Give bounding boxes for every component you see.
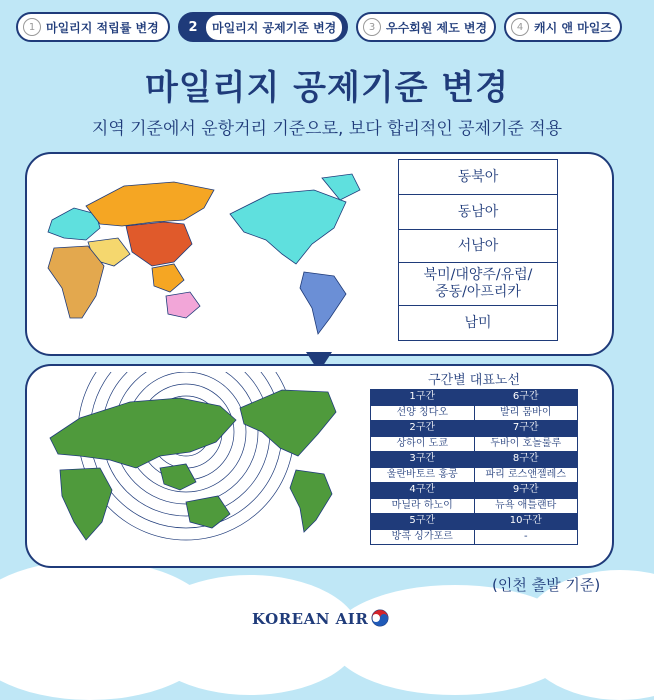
zone-label: 3구간	[371, 452, 475, 468]
tab-cash-and-miles[interactable]	[504, 12, 622, 42]
zone-label: 2구간	[371, 421, 475, 437]
route-zone-table	[370, 389, 578, 545]
tab-label: 마일리지 공제기준 변경	[206, 15, 342, 40]
green-continents	[50, 390, 336, 540]
zone-route: 방콕 싱가포르	[371, 529, 475, 545]
tab-earning-rate-change[interactable]	[16, 12, 170, 42]
zone-route: 파리 로스앤젤레스	[474, 467, 578, 483]
zone-route: 마닐라 하노이	[371, 498, 475, 514]
tab-deduction-criteria-change[interactable]	[178, 12, 348, 42]
zone-label: 4구간	[371, 483, 475, 499]
zone-label: 6구간	[474, 390, 578, 406]
tab-number: 4	[511, 18, 529, 36]
zone-label: 1구간	[371, 390, 475, 406]
zone-label: 7구간	[474, 421, 578, 437]
korean-air-logo: KOREAN AIR	[252, 610, 369, 628]
region-southeast-asia: 동남아	[399, 195, 558, 230]
page-subtitle: 지역 기준에서 운항거리 기준으로, 보다 합리적인 공제기준 적용	[91, 119, 563, 139]
zone-route: 선양 칭다오	[371, 405, 475, 421]
zone-route: 뉴욕 애틀랜타	[474, 498, 578, 514]
tab-elite-member-change[interactable]	[356, 12, 496, 42]
map-east-asia	[126, 222, 192, 266]
region-northeast-asia: 동북아	[399, 160, 558, 195]
region-world-map	[34, 168, 394, 340]
zone-route: 두바이 호놀룰루	[474, 436, 578, 452]
tab-number: 1	[23, 18, 41, 36]
region-americas-europe-africa: 북미/대양주/유럽/ 중동/아프리카	[399, 263, 558, 306]
zone-route: 발리 뭄바이	[474, 405, 578, 421]
zone-route: 울란바토르 홍콩	[371, 467, 475, 483]
routes-title: 구간별 대표노선	[427, 373, 521, 388]
map-africa-green	[60, 468, 112, 540]
region-south-america: 남미	[399, 306, 558, 341]
zone-label: 5구간	[371, 514, 475, 530]
map-southeast-asia	[152, 264, 184, 292]
zone-route: 상하이 도쿄	[371, 436, 475, 452]
zone-label: 9구간	[474, 483, 578, 499]
map-northeast-asia	[86, 182, 214, 226]
map-africa	[48, 246, 104, 318]
region-list	[398, 159, 558, 341]
page-title: 마일리지 공제기준 변경	[144, 68, 510, 108]
distance-world-map	[40, 372, 360, 562]
map-north-america	[230, 190, 346, 264]
tab-label: 마일리지 적립률 변경	[46, 20, 159, 35]
region-southwest-asia: 서남아	[399, 230, 558, 263]
zone-label: 10구간	[474, 514, 578, 530]
map-australia-green	[186, 496, 230, 528]
tab-number: 2	[188, 19, 198, 35]
tab-label: 캐시 앤 마일즈	[534, 20, 612, 35]
zone-label: 8구간	[474, 452, 578, 468]
departure-note: (인천 출발 기준)	[492, 576, 601, 594]
tab-label: 우수회원 제도 변경	[386, 20, 488, 35]
background-cloud	[140, 575, 360, 695]
map-eurasia	[50, 398, 236, 468]
step-tabs	[16, 12, 622, 44]
map-australia	[166, 292, 200, 318]
taeguk-logo-icon	[370, 608, 390, 628]
zone-route: -	[474, 529, 578, 545]
map-south-america	[300, 272, 346, 334]
tab-number: 3	[363, 18, 381, 36]
map-north-america-green	[240, 390, 336, 456]
map-south-america-green	[290, 470, 332, 532]
